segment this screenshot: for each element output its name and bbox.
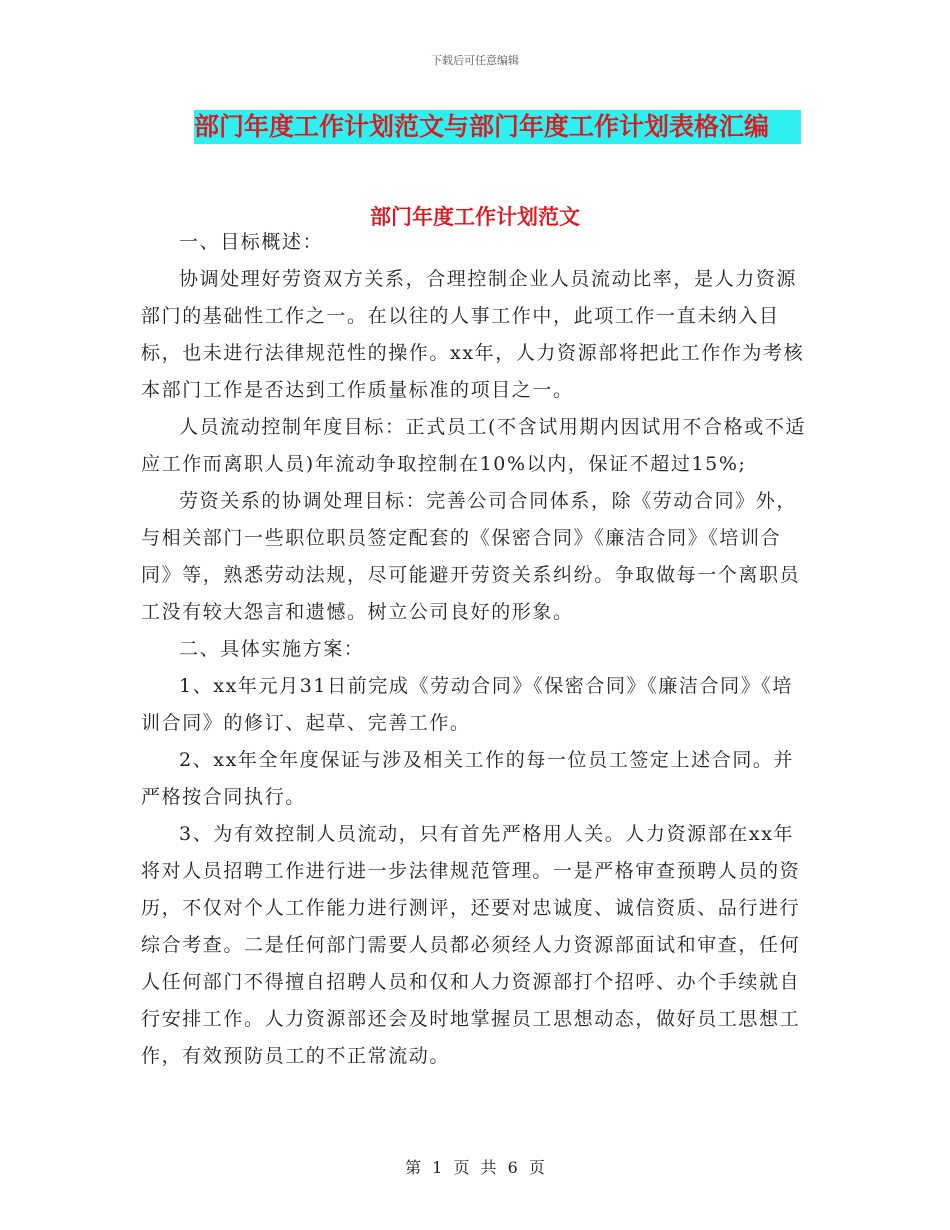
paragraph: 二、具体实施方案： (179, 638, 365, 660)
paragraph: 一、目标概述： (179, 231, 324, 253)
paragraph: 3、为有效控制人员流动，只有首先严格用人关。人力资源部在xx年将对人员招聘工作进行进一步法律规范管理。一是严格审查预聘人员的资历，不仅对个人工作能力进行测评，还要对忠诚度、诚信资质、品行进行综合考查。二是任何部门需要人员都必须经人力资源部面试和审查，任何人任何部门不得擅自招聘人员和仅和人力资源部打个招呼、办个手续就自行安排工作。人力资源部还会及时地掌握员工思想动态，做好员工思想工作，有效预防员工的不正常流动。 (141, 823, 801, 1067)
document-body (141, 224, 811, 1075)
header-note: 下载后可任意编辑 (431, 54, 519, 67)
section-title: 部门年度工作计划范文 (370, 204, 580, 229)
paragraph: 1、xx年元月31日前完成《劳动合同》《保密合同》《廉洁合同》《培训合同》的修订、起草、完善工作。 (141, 675, 793, 734)
paragraph: 2、xx年全年度保证与涉及相关工作的每一位员工签定上述合同。并严格按合同执行。 (141, 749, 795, 808)
paragraph: 人员流动控制年度目标：正式员工(不含试用期内因试用不合格或不适应工作而离职人员)年流动争取控制在10%以内，保证不超过15%; (141, 416, 807, 475)
paragraph: 协调处理好劳资双方关系，合理控制企业人员流动比率，是人力资源部门的基础性工作之一。在以往的人事工作中，此项工作一直未纳入目标，也未进行法律规范性的操作。xx年，人力资源部将把此工作作为考核本部门工作是否达到工作质量标准的项目之一。 (141, 268, 805, 401)
paragraph: 劳资关系的协调处理目标：完善公司合同体系，除《劳动合同》外，与相关部门一些职位职员签定配套的《保密合同》《廉洁合同》《培训合同》等，熟悉劳动法规，尽可能避开劳资关系纠纷。争取做每一个离职员工没有较大怨言和遗憾。树立公司良好的形象。 (141, 490, 801, 623)
document-title: 部门年度工作计划范文与部门年度工作计划表格汇编 (194, 110, 801, 144)
page-number-footer: 第 1 页 共 6 页 (405, 1158, 545, 1177)
